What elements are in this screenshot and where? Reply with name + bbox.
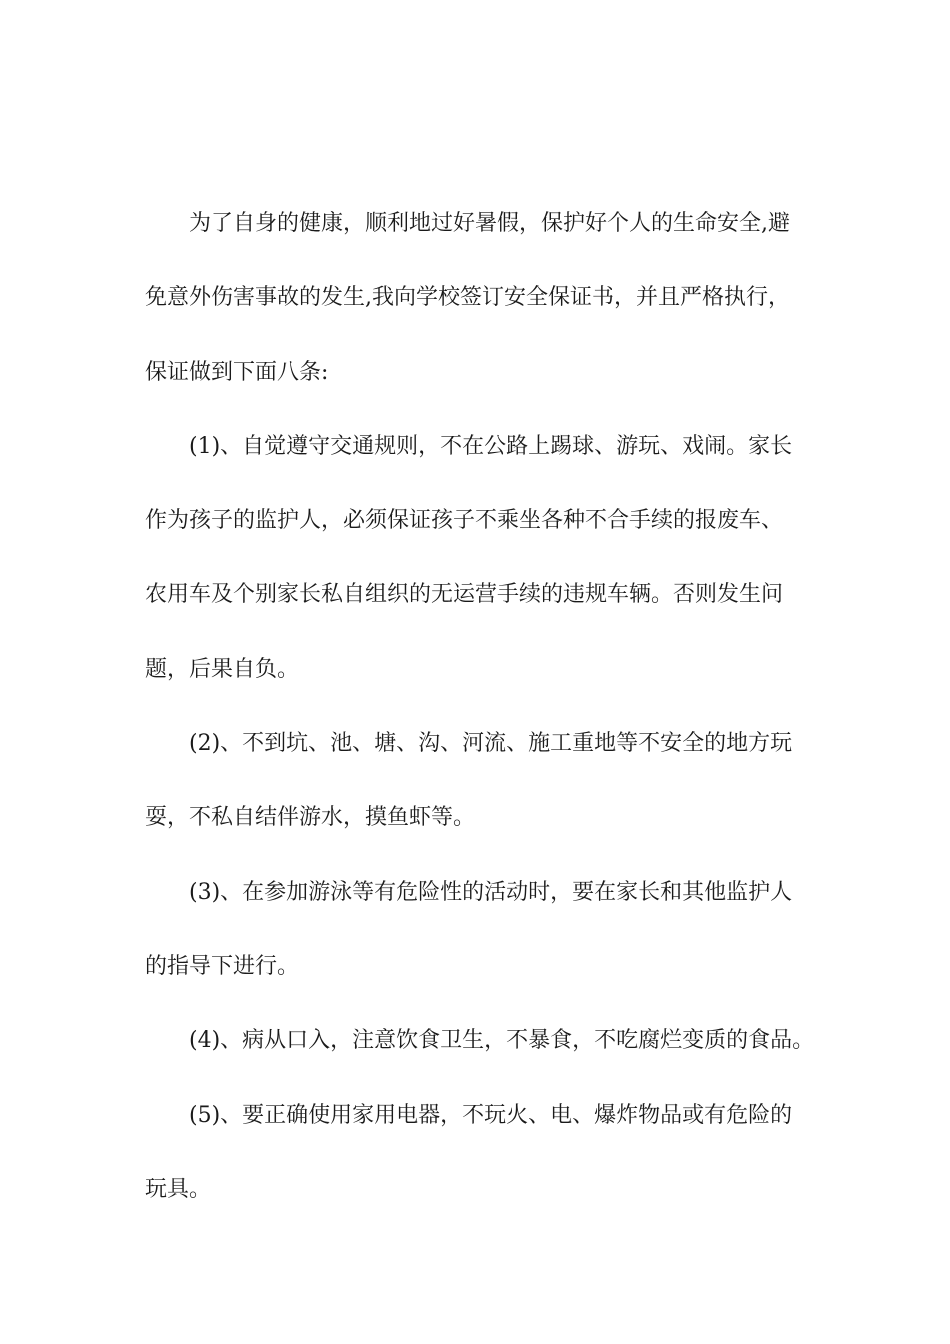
item-3-line-1: (3)、在参加游泳等有危险性的活动时，要在家长和其他监护人: [189, 879, 793, 905]
paragraph-intro-line-1: 为了自身的健康，顺利地过好暑假，保护好个人的生命安全,避: [189, 211, 790, 236]
item-4-line-1: (4)、病从口入，注意饮食卫生，不暴食，不吃腐烂变质的食品。: [189, 1028, 815, 1054]
document-body: [145, 205, 813, 1245]
item-3-line-2: 的指导下进行。: [145, 953, 300, 979]
item-1-line-2: 作为孩子的监护人，必须保证孩子不乘坐各种不合手续的报废车、: [145, 508, 784, 534]
item-1-line-4: 题，后果自负。: [145, 656, 300, 682]
item-5-line-1: (5)、要正确使用家用电器，不玩火、电、爆炸物品或有危险的: [189, 1102, 793, 1128]
item-1-line-3: 农用车及个别家长私自组织的无运营手续的违规车辆。否则发生问: [145, 582, 784, 608]
item-2-line-1: (2)、不到坑、池、塘、沟、河流、施工重地等不安全的地方玩: [189, 731, 793, 757]
item-1-line-1: (1)、自觉遵守交通规则，不在公路上踢球、游玩、戏闹。家长: [189, 433, 793, 459]
paragraph-intro-line-2: 免意外伤害事故的发生,我向学校签订安全保证书，并且严格执行，: [145, 285, 790, 311]
item-2-line-2: 耍，不私自结伴游水，摸鱼虾等。: [145, 805, 476, 831]
paragraph-intro-line-3: 保证做到下面八条:: [145, 359, 329, 385]
item-5-line-2: 玩具。: [145, 1176, 212, 1202]
